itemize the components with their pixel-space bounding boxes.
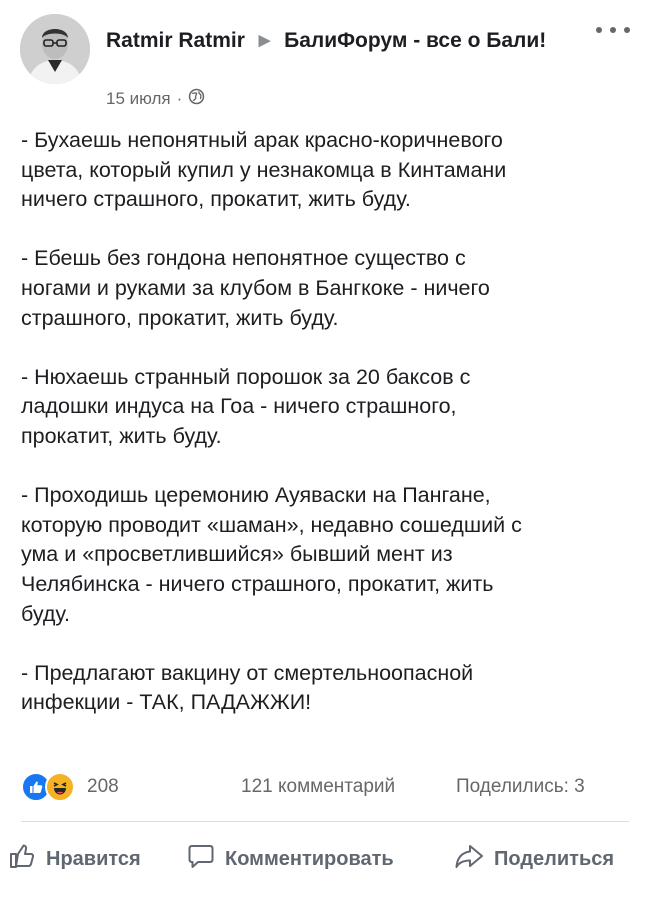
triangle-right-icon: ▶ bbox=[258, 32, 271, 49]
dot bbox=[610, 27, 616, 33]
like-label: Нравится bbox=[46, 847, 141, 870]
action-bar bbox=[0, 834, 650, 878]
haha-reaction-icon bbox=[45, 772, 75, 802]
share-label: Поделиться bbox=[494, 847, 615, 870]
globe-icon[interactable] bbox=[188, 88, 205, 110]
like-button[interactable] bbox=[8, 842, 141, 876]
group-name[interactable]: БалиФорум - все о Бали! bbox=[284, 29, 547, 52]
author-name[interactable]: Ratmir Ratmir bbox=[106, 29, 245, 52]
post-paragraph: - Предлагают вакцину от смертельноопасной инфекции - ТАК, ПАДАЖЖИ! bbox=[21, 660, 474, 715]
comment-button[interactable] bbox=[187, 842, 394, 876]
avatar[interactable] bbox=[20, 14, 90, 84]
post-paragraph: - Бухаешь непонятный арак красно-коричневого цвета, который купил у незнакомца в Кинтамани ничего страшного, прокатит, жить буду. bbox=[21, 128, 507, 212]
divider bbox=[21, 821, 629, 822]
post-paragraph: - Проходишь церемонию Ауяваски на Пангане, которую проводит «шаман», недавно сошедший с ума и «просветлившийся» бывший мент из Челябинска - ничего страшного, прокатит, жить буду. bbox=[21, 483, 522, 626]
dot bbox=[624, 27, 630, 33]
post-meta bbox=[106, 88, 205, 110]
post-text bbox=[21, 126, 636, 718]
reactions-summary[interactable] bbox=[21, 772, 119, 802]
share-button[interactable] bbox=[454, 842, 614, 876]
meta-separator: · bbox=[176, 89, 183, 108]
comments-count-link[interactable]: 121 комментарий bbox=[241, 776, 396, 797]
share-arrow-icon bbox=[454, 842, 484, 876]
avatar-photo bbox=[20, 14, 90, 84]
comment-label: Комментировать bbox=[225, 847, 394, 870]
post-paragraph: - Ебешь без гондона непонятное существо с ногами и руками за клубом в Бангкоке - ничего страшного, прокатит, жить буду. bbox=[21, 246, 490, 330]
post-header bbox=[106, 26, 556, 57]
more-options-button[interactable] bbox=[596, 22, 630, 38]
post-date[interactable]: 15 июля bbox=[106, 89, 171, 108]
dot bbox=[596, 27, 602, 33]
thumbs-up-icon bbox=[8, 842, 36, 876]
reactions-count: 208 bbox=[87, 776, 119, 797]
speech-bubble-icon bbox=[187, 842, 215, 876]
shares-count-link[interactable]: Поделились: 3 bbox=[456, 776, 585, 797]
post-paragraph: - Нюхаешь странный порошок за 20 баксов с ладошки индуса на Гоа - ничего страшного, прокатит, жить буду. bbox=[21, 364, 471, 448]
